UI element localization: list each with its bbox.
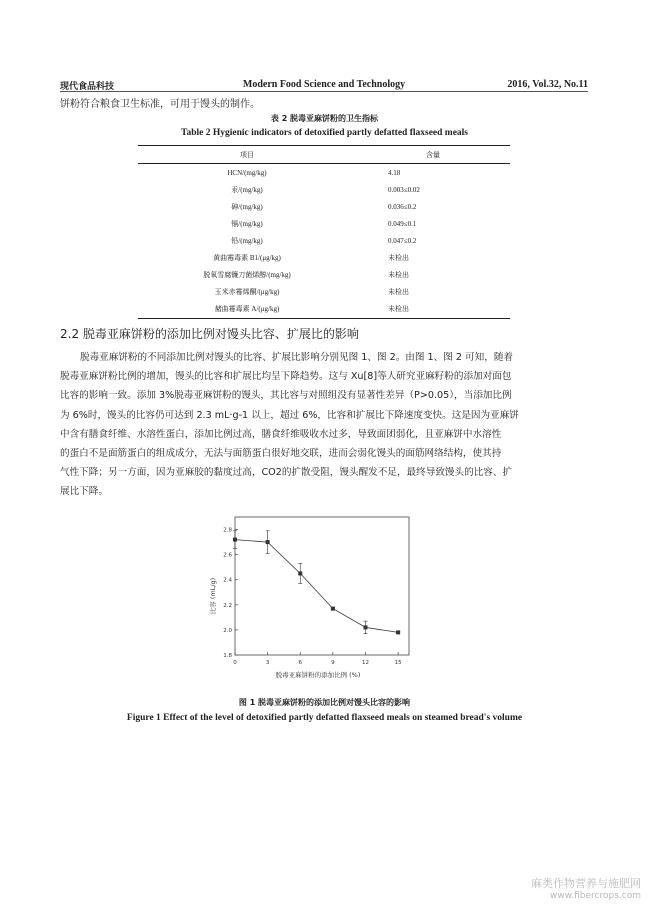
table-cell: 0.049≤0.1 xyxy=(388,219,417,228)
y-tick-label: 2.4 xyxy=(223,577,232,584)
table-cell: HCN/(mg/kg) xyxy=(227,168,267,177)
watermark-line1: 麻类作物营养与施肥网 xyxy=(531,877,641,890)
plot-frame xyxy=(235,517,409,655)
y-tick-label: 1.8 xyxy=(223,653,232,659)
table-cell: 未检出 xyxy=(388,288,409,297)
data-point xyxy=(233,538,237,542)
table-cell: 赭曲霉毒素 A/(μg/kg) xyxy=(138,301,356,319)
data-point xyxy=(266,540,270,544)
paragraph-line: 脱毒亚麻饼粉的不同添加比例对馒头的比容、扩展比影响分别见图 1、图 2。由图 1、图 2 可知，随着 xyxy=(80,352,514,363)
table-cell: 汞/(mg/kg) xyxy=(231,185,263,194)
series-line xyxy=(235,540,398,633)
y-tick-label: 2.2 xyxy=(223,602,232,609)
table-header-item: 项目 xyxy=(138,146,356,164)
data-point xyxy=(331,607,335,611)
paragraph-line: 比容的影响一致。添加 3%脱毒亚麻饼粉的馒头，其比容与对照组没有显著性差异（P>0.05），当添加比例 xyxy=(60,390,512,402)
y-axis-title: 比容 (mL/g) xyxy=(209,577,217,615)
table-cell: 砷/(mg/kg) xyxy=(231,202,263,211)
table-cell: 0.003≤0.02 xyxy=(388,185,420,194)
x-tick-label: 6 xyxy=(298,660,302,666)
table-cell: 玉米赤霉烯酮/(μg/kg) xyxy=(214,288,280,297)
table-cell: 0.047≤0.2 xyxy=(388,236,417,245)
table-cell: 0.036≤0.2 xyxy=(388,202,417,211)
x-axis-title: 脱毒亚麻饼粉的添加比例 (%) xyxy=(275,671,361,679)
watermark-line2: www.fibercrops.com xyxy=(550,891,641,901)
y-tick-label: 2.0 xyxy=(223,627,232,634)
x-tick-label: 12 xyxy=(362,660,369,666)
section-heading: 2.2 脱毒亚麻饼粉的添加比例对馒头比容、扩展比的影响 xyxy=(60,327,359,341)
plot-area xyxy=(223,517,409,666)
table-cell: 4.18 xyxy=(388,168,401,177)
table-cell: 未检出 xyxy=(388,271,409,280)
figure-caption-cn: 图 1 脱毒亚麻饼粉的添加比例对馒头比容的影响 xyxy=(238,698,411,707)
y-tick-label: 2.8 xyxy=(223,527,232,534)
data-point xyxy=(298,571,302,575)
table-header-content: 含量 xyxy=(356,146,510,164)
lead-text: 饼粉符合粮食卫生标准，可用于馒头的制作。 xyxy=(60,99,260,110)
x-tick-label: 9 xyxy=(331,660,335,666)
paragraph-line: 脱毒亚麻饼粉比例的增加，馒头的比容和扩展比均呈下降趋势。这与 Xu[8]等人研究亚麻籽粉的添加对面包 xyxy=(60,371,512,383)
paragraph-line: 展比下降。 xyxy=(60,486,108,498)
paragraph-line: 为 6%时，馒头的比容仍可达到 2.3 mL·g-1 以上，超过 6%，比容和扩展比下降速度变快。这是因为亚麻饼 xyxy=(60,409,519,421)
table-cell: 未检出 xyxy=(388,254,409,263)
x-tick-label: 0 xyxy=(233,660,237,666)
journal-name-en: Modern Food Science and Technology xyxy=(242,79,406,90)
x-tick-label: 15 xyxy=(394,660,402,666)
table-caption-en: Table 2 Hygienic indicators of detoxified partly defatted flaxseed meals xyxy=(181,128,468,138)
x-tick-label: 3 xyxy=(265,660,270,666)
y-tick-label: 2.6 xyxy=(223,552,232,559)
data-point xyxy=(364,625,368,629)
table-cell: 铅/(mg/kg) xyxy=(231,236,263,245)
paragraph-line: 气性下降；另一方面，因为亚麻胶的黏度过高，CO2的扩散受阻，馒头醒发不足，最终导致馒头的比容、扩 xyxy=(60,467,513,479)
issue-info: 2016, Vol.32, No.11 xyxy=(507,79,588,90)
table-cell: 镉/(mg/kg) xyxy=(231,219,263,228)
data-point xyxy=(396,630,400,634)
paragraph-line: 中含有膳食纤维、水溶性蛋白，添加比例过高，膳食纤维吸收水过多，导致面团弱化，且亚麻饼中水溶性 xyxy=(60,428,502,440)
table-cell: 黄曲霉毒素 B1/(μg/kg) xyxy=(213,254,281,263)
figure-caption-en: Figure 1 Effect of the level of detoxified partly defatted flaxseed meals on steamed bread's volume xyxy=(126,713,523,723)
paragraph-line: 的蛋白不是面筋蛋白的组成成分，无法与面筋蛋白很好地交联，进而会弱化馒头的面筋网络结构，使其持 xyxy=(60,447,502,459)
site-watermark xyxy=(531,875,641,901)
table-cell: 脱氧雪腐镰刀菌烯醇/(mg/kg) xyxy=(203,271,291,280)
table-caption-cn: 表 2 脱毒亚麻饼粉的卫生指标 xyxy=(270,114,379,123)
journal-name-cn: 现代食品科技 xyxy=(60,82,115,92)
table-cell: 未检出 xyxy=(356,301,510,319)
